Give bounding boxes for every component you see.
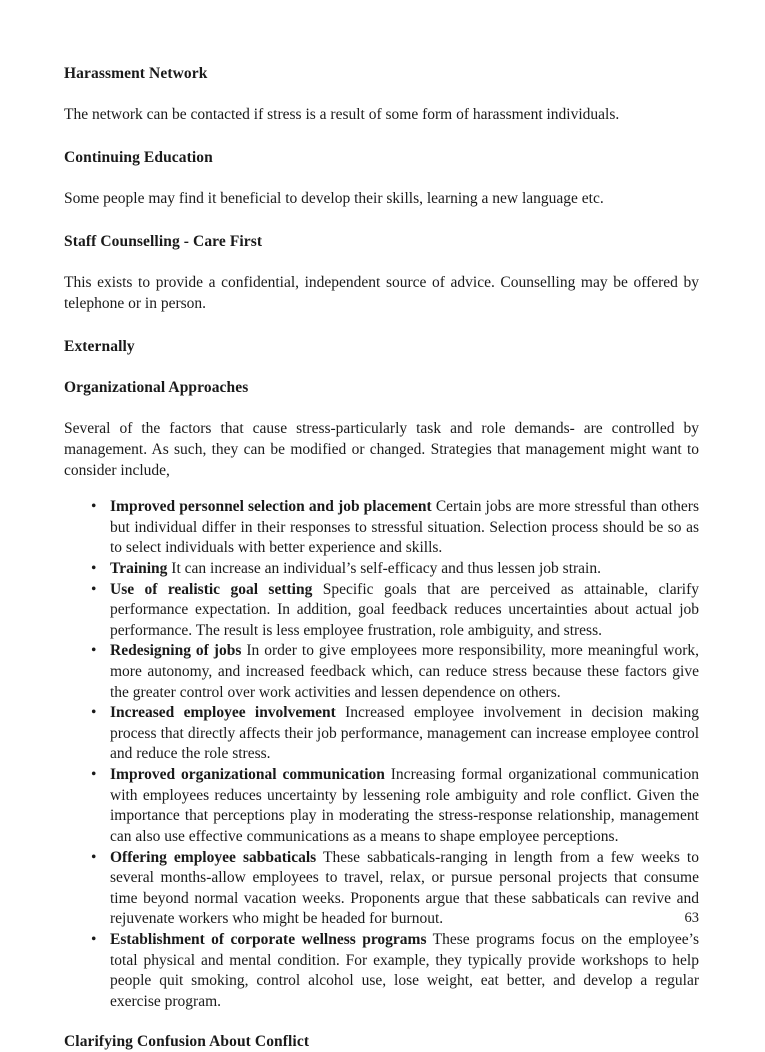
page-number: 63 — [684, 910, 699, 926]
spacer — [64, 481, 699, 497]
list-item — [64, 765, 699, 847]
section-paragraph-organizational-approaches: Several of the factors that cause stress-particularly task and role demands- are controlled by management. As such, they can be modified or changed. Strategies that management might want to consider include, — [64, 420, 699, 479]
list-item-lead-in: Improved organizational communication — [110, 766, 385, 784]
bullet-marker-icon: • — [91, 498, 97, 516]
list-item-text: In order to give employees more responsibility, more meaningful work, more autonomy, and increased feedback which, can reduce stress because these factors give the greater control over work activities and lessen dependence on others. — [110, 642, 699, 701]
list-item — [64, 641, 699, 703]
spacer — [64, 356, 699, 378]
spacer — [64, 315, 699, 337]
spacer — [64, 167, 699, 189]
section-heading-clarifying-confusion-about-conflict: Clarifying Confusion About Conflict — [64, 1033, 310, 1051]
list-item — [64, 497, 699, 559]
spacer — [64, 397, 699, 419]
list-item-text: Certain jobs are more stressful than others but individual differ in their responses to stressful situation. Selection process should be so as to select individuals with better experience and skills. — [110, 498, 699, 557]
list-item-lead-in: Training — [110, 559, 168, 577]
section-paragraph-staff-counselling: This exists to provide a confidential, independent source of advice. Counselling may be offered by telephone or in person. — [64, 274, 699, 312]
bullet-marker-icon: • — [91, 580, 97, 598]
bullet-marker-icon: • — [91, 766, 97, 784]
spacer — [64, 210, 699, 232]
list-item — [64, 559, 699, 580]
list-item-lead-in: Use of realistic goal setting — [110, 580, 313, 598]
section-paragraph-continuing-education: Some people may find it beneficial to develop their skills, learning a new language etc. — [64, 190, 604, 208]
bullet-marker-icon: • — [91, 642, 97, 660]
section-heading-harassment-network: Harassment Network — [64, 65, 208, 82]
list-item-text: Specific goals that are perceived as attainable, clarify performance expectation. In addition, goal feedback reduces uncertainties about actual job performance. The result is less employee frustration, role ambiguity, and stress. — [110, 580, 699, 639]
list-item-lead-in: Establishment of corporate wellness programs — [110, 930, 427, 948]
list-item-text: These programs focus on the employee’s total physical and mental condition. For example, they typically provide workshops to help people quit smoking, control alcohol use, lose weight, eat better, and develop a regular exercise program. — [110, 930, 699, 1010]
organizational-strategies-list — [64, 497, 699, 1012]
spacer — [64, 251, 699, 273]
list-item-lead-in: Improved personnel selection and job placement — [110, 498, 432, 516]
section-heading-continuing-education: Continuing Education — [64, 148, 213, 166]
list-item — [64, 703, 699, 765]
list-item — [64, 930, 699, 1012]
list-item-text: Increasing formal organizational communication with employees reduces uncertainty by lessening role ambiguity and role conflict. Given the importance that perceptions play in moderating the stress-response relationship, management can also use effective communications as a means to shape employee perceptions. — [110, 766, 699, 845]
spacer — [64, 126, 699, 148]
list-item-lead-in: Offering employee sabbaticals — [110, 848, 317, 866]
section-heading-externally: Externally — [64, 337, 135, 355]
list-item-lead-in: Redesigning of jobs — [110, 642, 242, 660]
bullet-marker-icon: • — [91, 848, 97, 866]
list-item-text: These sabbaticals-ranging in length from a few weeks to several months-allow employees to travel, relax, or pursue personal projects that consume time beyond normal vacation weeks. Proponents argue that these sabbaticals can revive and rejuvenate workers who might be headed for burnout. — [110, 848, 699, 928]
list-item-text: It can increase an individual’s self-efficacy and thus lessen job strain. — [167, 559, 601, 577]
list-item — [64, 580, 699, 642]
section-paragraph-harassment-network: The network can be contacted if stress is a result of some form of harassment individuals. — [64, 106, 620, 124]
bullet-marker-icon: • — [91, 559, 97, 577]
spacer — [64, 1012, 699, 1032]
list-item-lead-in: Increased employee involvement — [110, 704, 336, 722]
page-content — [64, 64, 699, 1052]
list-item-text: Increased employee involvement in decision making process that directly affects their job performance, management can increase employee control and reduce the role stress. — [110, 704, 699, 763]
spacer — [64, 83, 699, 105]
bullet-marker-icon: • — [91, 704, 97, 722]
bullet-marker-icon: • — [91, 930, 97, 948]
section-heading-organizational-approaches: Organizational Approaches — [64, 378, 249, 396]
section-heading-staff-counselling: Staff Counselling - Care First — [64, 232, 263, 250]
